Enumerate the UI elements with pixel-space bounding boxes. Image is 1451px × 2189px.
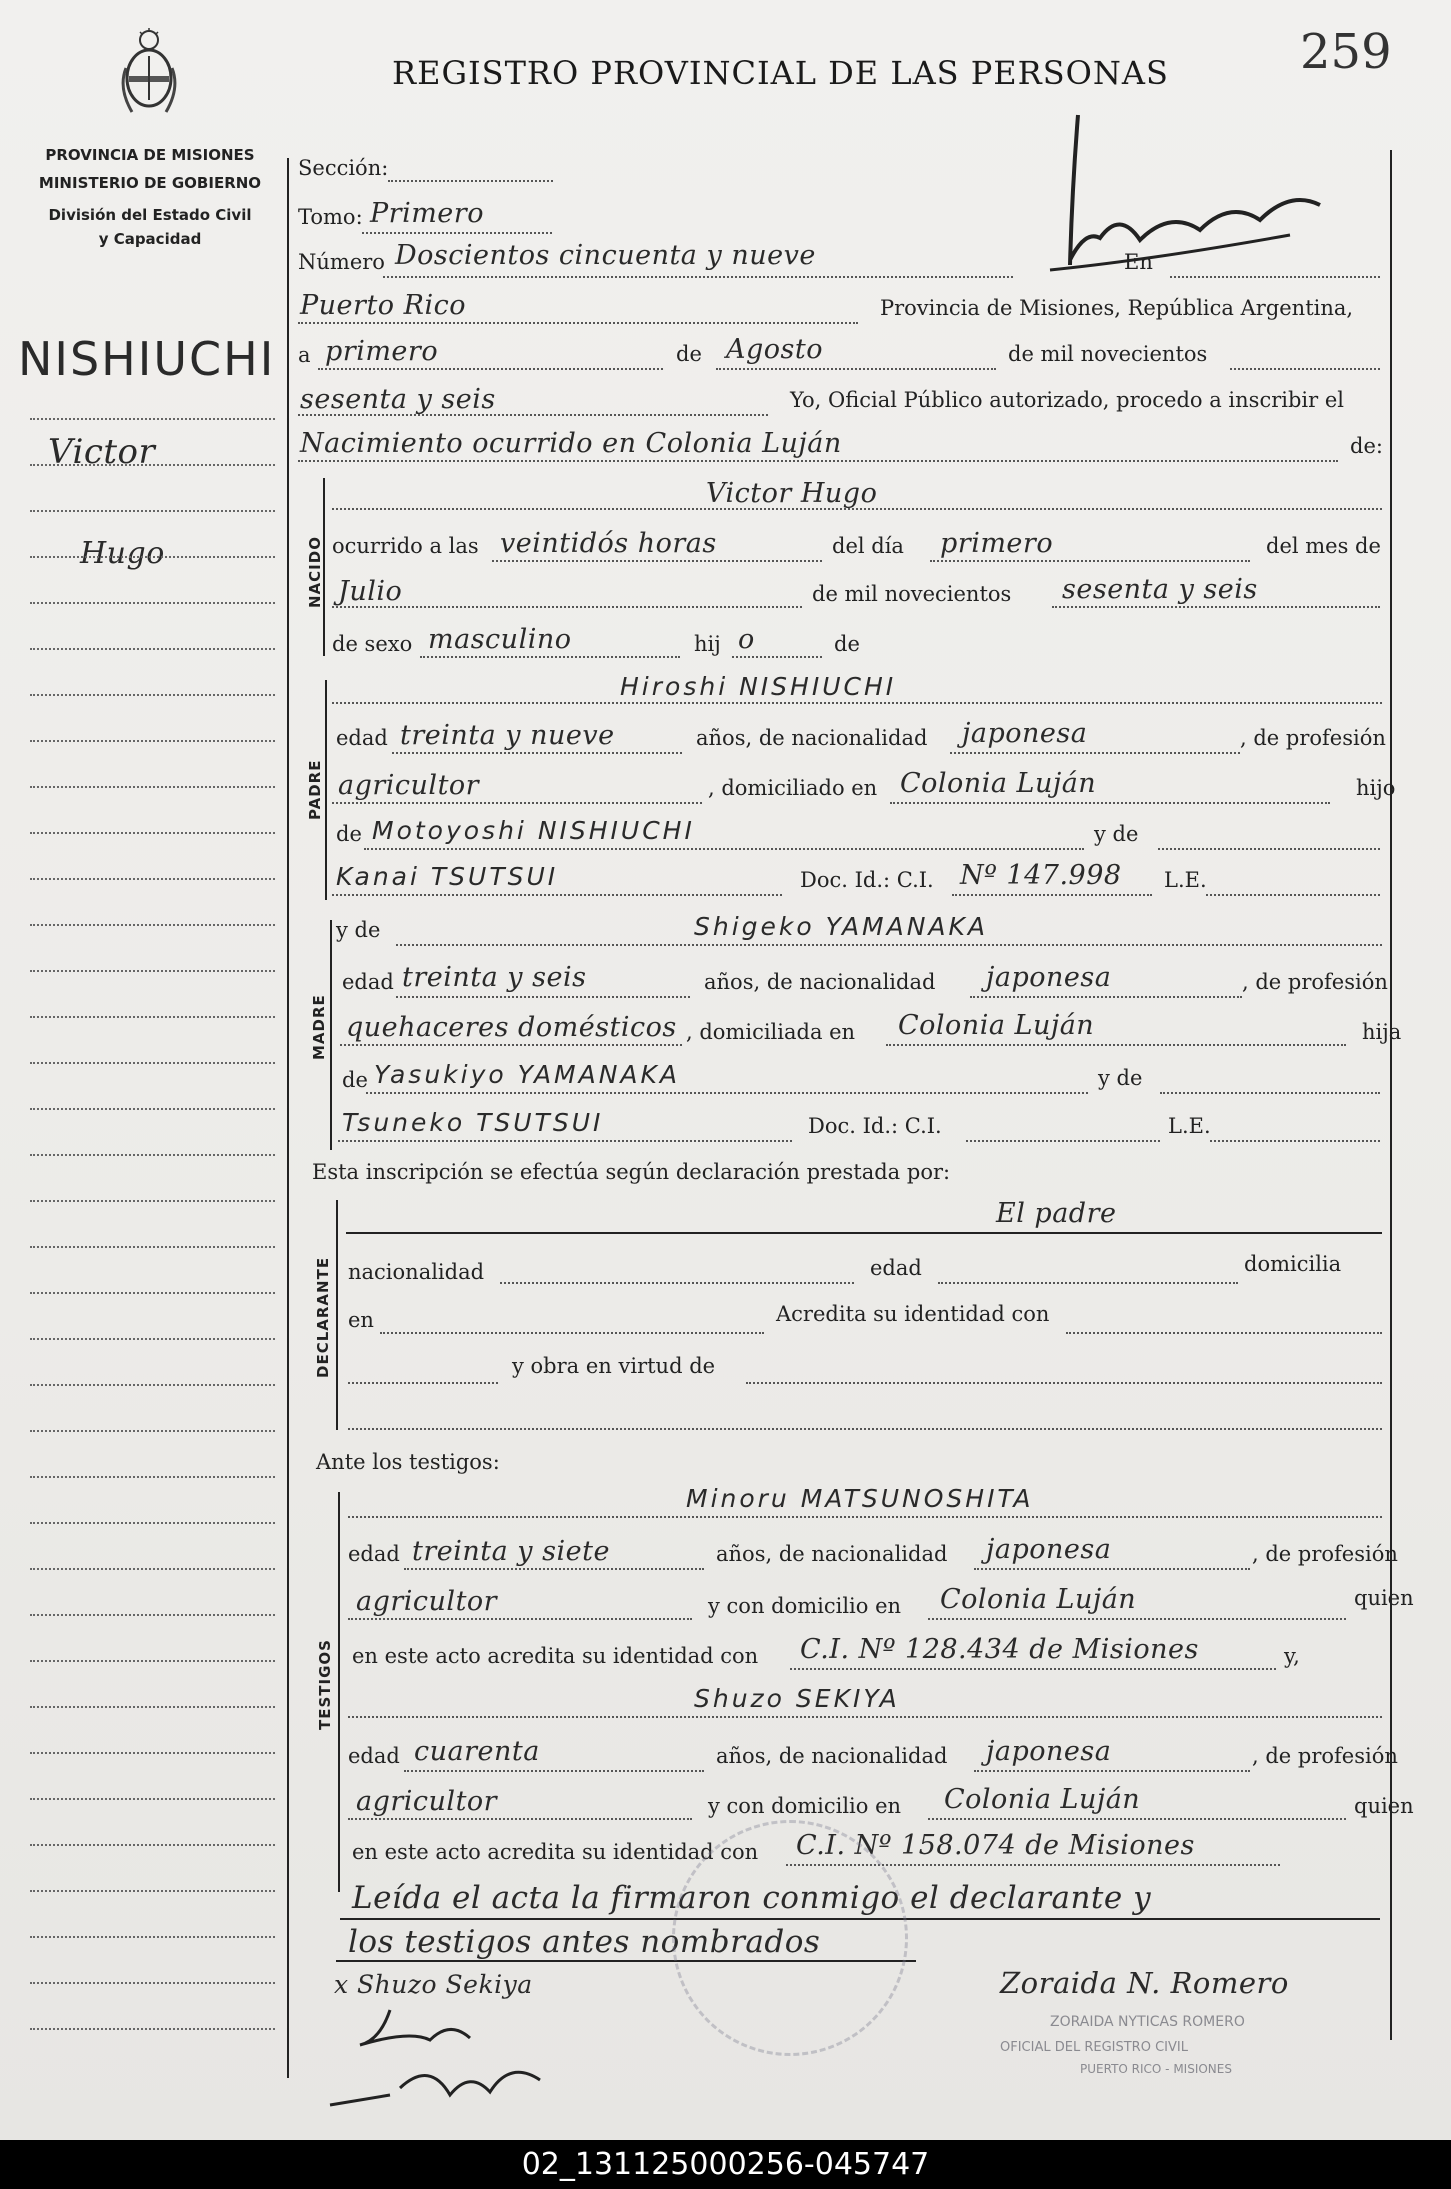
t2-domicilio-line: [928, 1818, 1346, 1820]
madre-hija-label: hija: [1362, 1020, 1402, 1044]
madre-name: Shigeko YAMANAKA: [694, 912, 989, 941]
madre-mother-line: [338, 1140, 792, 1142]
coat-of-arms-icon: [118, 28, 180, 118]
padre-edad-line: [392, 752, 682, 754]
closing-line-2: los testigos antes nombrados: [348, 1924, 821, 1960]
padre-anos-label: años, de nacionalidad: [696, 726, 928, 750]
madre-edad-line: [396, 996, 690, 998]
padre-mother-value: Kanai TSUTSUI: [336, 862, 559, 891]
padre-mother-line: [332, 894, 782, 896]
act-value: Nacimiento ocurrido en Colonia Luján: [300, 428, 842, 459]
t2-domicilio-label: y con domicilio en: [708, 1794, 902, 1818]
t1-nacionalidad-line: [974, 1568, 1250, 1570]
margin-line: [30, 2028, 275, 2030]
t1-y-label: y,: [1284, 1644, 1300, 1668]
t1-anos-label: años, de nacionalidad: [716, 1542, 948, 1566]
official-signature-name: Zoraida N. Romero: [1000, 1966, 1289, 2000]
madre-nacionalidad-value: japonesa: [986, 962, 1112, 993]
footer-code: 02_131125000256-045747: [0, 2140, 1451, 2189]
padre-doc-value: Nº 147.998: [960, 860, 1122, 891]
act-line: [298, 460, 1338, 462]
madre-profesion-value: quehaceres domésticos: [346, 1012, 677, 1043]
t1-domicilio-line: [928, 1618, 1346, 1620]
tomo-line: [362, 232, 552, 234]
del-mes-label: del mes de: [1266, 534, 1381, 558]
margin-line: [30, 1384, 275, 1386]
nacido-de-label: de: [834, 632, 860, 656]
margin-divider: [287, 158, 289, 2078]
t1-profesion-value: agricultor: [356, 1586, 498, 1617]
year-value: sesenta y seis: [300, 384, 496, 415]
margin-line: [30, 1154, 275, 1156]
padre-domicilio-value: Colonia Luján: [900, 768, 1097, 799]
madre-bar: [330, 920, 332, 1150]
official-text: Yo, Oficial Público autorizado, procedo a inscribir el: [790, 388, 1344, 412]
t2-edad-label: edad: [348, 1744, 400, 1768]
padre-domicilio-line: [890, 802, 1330, 804]
declarante-label: DECLARANTE: [314, 1256, 332, 1378]
t2-name-line: [348, 1716, 1382, 1718]
nacido-name-line: [332, 508, 1382, 510]
margin-line: [30, 970, 275, 972]
numero-value: Doscientos cincuenta y nueve: [395, 240, 816, 271]
round-seal-stamp: [672, 1820, 908, 2056]
hij-value: o: [738, 624, 755, 655]
padre-le-line: [1206, 894, 1380, 896]
a-label: a: [298, 343, 311, 367]
margin-line: [30, 602, 275, 604]
margin-line: [30, 1660, 275, 1662]
nacido-year-line: [1052, 606, 1380, 608]
madre-profesion-label: , de profesión: [1242, 970, 1388, 994]
declarante-value-line: [346, 1232, 1382, 1234]
margin-line: [30, 1476, 275, 1478]
t2-profesion-line: [348, 1818, 692, 1820]
madre-name-line: [396, 944, 1382, 946]
province-label: Provincia de Misiones, República Argentina,: [880, 296, 1354, 320]
stamp-line-1: ZORAIDA NYTICAS ROMERO: [1050, 2014, 1245, 2030]
tomo-label: Tomo:: [298, 205, 363, 229]
stamp-line-3: PUERTO RICO - MISIONES: [1080, 2062, 1232, 2076]
sexo-line: [420, 656, 680, 658]
madre-doc-label: Doc. Id.: C.I.: [808, 1114, 942, 1138]
de-label: de: [676, 342, 702, 366]
margin-line: [30, 1798, 275, 1800]
t1-quien-label: quien: [1354, 1586, 1414, 1610]
nacido-label: NACIDO: [306, 536, 324, 608]
margin-line: [30, 786, 275, 788]
madre-domicilio-line: [886, 1044, 1346, 1046]
t2-name: Shuzo SEKIYA: [694, 1684, 900, 1713]
t2-edad-value: cuarenta: [414, 1736, 540, 1767]
margin-line: [30, 1246, 275, 1248]
hij-line: [732, 656, 822, 658]
tomo-value: Primero: [370, 198, 484, 229]
margin-line: [30, 510, 275, 512]
madre-domiciliada-label: , domiciliada en: [686, 1020, 856, 1044]
sexo-label: de sexo: [332, 632, 413, 656]
t2-profesion-label: , de profesión: [1252, 1744, 1398, 1768]
madre-y-de2-line: [1160, 1092, 1380, 1094]
madre-doc-line: [966, 1140, 1160, 1142]
margin-line: [30, 1568, 275, 1570]
madre-label: MADRE: [310, 994, 328, 1060]
document-title: REGISTRO PROVINCIAL DE LAS PERSONAS: [392, 54, 1169, 92]
padre-name: Hiroshi NISHIUCHI: [620, 672, 897, 701]
margin-line: [30, 1706, 275, 1708]
margin-line: [30, 556, 275, 558]
madre-father-line: [366, 1092, 1088, 1094]
madre-le-label: L.E.: [1168, 1114, 1211, 1138]
hij-label: hij: [694, 632, 721, 656]
madre-edad-value: treinta y seis: [402, 962, 587, 993]
del-dia-label: del día: [832, 534, 904, 558]
declarante-intro: Esta inscripción se efectúa según declaración prestada por:: [312, 1160, 951, 1184]
mil-label: de mil novecientos: [1008, 342, 1208, 366]
day-value: primero: [325, 336, 439, 367]
t1-name: Minoru MATSUNOSHITA: [686, 1484, 1034, 1513]
stamp-line-2: OFICIAL DEL REGISTRO CIVIL: [1000, 2040, 1188, 2055]
t1-edad-label: edad: [348, 1542, 400, 1566]
margin-line: [30, 924, 275, 926]
declarante-obra-pre-line: [348, 1382, 498, 1384]
t2-edad-line: [404, 1770, 704, 1772]
testigos-bar: [338, 1492, 340, 1892]
nacido-year-label: de mil novecientos: [812, 582, 1012, 606]
de-colon: de:: [1350, 434, 1383, 458]
margin-line: [30, 464, 275, 466]
padre-de-label: de: [336, 822, 362, 846]
page-number: 259: [1300, 24, 1392, 80]
declarante-en-label: en: [348, 1308, 374, 1332]
padre-profesion-line: [332, 802, 702, 804]
month-value: Agosto: [726, 334, 823, 365]
t1-edad-line: [404, 1568, 704, 1570]
padre-label: PADRE: [306, 759, 324, 820]
madre-anos-label: años, de nacionalidad: [704, 970, 936, 994]
declarante-acredita-label: Acredita su identidad con: [776, 1302, 1050, 1326]
margin-line: [30, 648, 275, 650]
margin-line: [30, 1890, 275, 1892]
t2-anos-label: años, de nacionalidad: [716, 1744, 948, 1768]
padre-domiciliado-label: , domiciliado en: [708, 776, 878, 800]
declarante-domicilia-label: domicilia: [1244, 1252, 1342, 1276]
t1-nacionalidad-value: japonesa: [986, 1534, 1112, 1565]
seccion-line: [388, 180, 553, 182]
padre-profesion-label: , de profesión: [1240, 726, 1386, 750]
madre-y-de2-label: y de: [1098, 1066, 1143, 1090]
padre-doc-line: [952, 894, 1152, 896]
witness-signature-scribble-icon: [320, 2000, 580, 2120]
witness-signature: x Shuzo Sekiya: [334, 1970, 533, 1999]
declarante-en-line: [380, 1332, 764, 1334]
margin-line: [30, 1016, 275, 1018]
madre-nacionalidad-line: [970, 996, 1242, 998]
margin-surname: NISHIUCHI: [18, 332, 276, 386]
t2-domicilio-value: Colonia Luján: [944, 1784, 1141, 1815]
madre-domicilio-value: Colonia Luján: [898, 1010, 1095, 1041]
sexo-value: masculino: [428, 624, 572, 655]
padre-hijo-label: hijo: [1356, 776, 1396, 800]
margin-line: [30, 1522, 275, 1524]
madre-y-de-label: y de: [336, 918, 381, 942]
margin-line: [30, 418, 275, 420]
margin-name-1: Victor: [48, 432, 156, 472]
nacido-month-line: [332, 606, 802, 608]
closing-line-1: Leída el acta la firmaron conmigo el declarante y: [352, 1880, 1152, 1916]
seccion-label: Sección:: [298, 156, 389, 180]
margin-line: [30, 1338, 275, 1340]
madre-de-label: de: [342, 1068, 368, 1092]
ministry-header: MINISTERIO DE GOBIERNO: [38, 174, 262, 192]
mil-line: [1230, 368, 1380, 370]
numero-line: [383, 276, 1013, 278]
declarante-bar: [336, 1200, 338, 1430]
province-header: PROVINCIA DE MISIONES: [45, 146, 255, 164]
official-signature-icon: [1030, 110, 1350, 280]
t1-doc-value: C.I. Nº 128.434 de Misiones: [800, 1634, 1199, 1665]
margin-line: [30, 1430, 275, 1432]
margin-line: [30, 1936, 275, 1938]
padre-profesion-value: agricultor: [338, 770, 480, 801]
margin-line: [30, 694, 275, 696]
padre-father-value: Motoyoshi NISHIUCHI: [372, 816, 695, 845]
month-line: [716, 368, 996, 370]
padre-y-de-label: y de: [1094, 822, 1139, 846]
padre-nacionalidad-value: japonesa: [962, 718, 1088, 749]
padre-edad-label: edad: [336, 726, 388, 750]
margin-line: [30, 1108, 275, 1110]
t2-acredita-label: en este acto acredita su identidad con: [352, 1840, 759, 1864]
madre-edad-label: edad: [342, 970, 394, 994]
margin-line: [30, 1200, 275, 1202]
declarante-acredita-line: [1066, 1332, 1382, 1334]
margin-line: [30, 740, 275, 742]
ocurrido-label: ocurrido a las: [332, 534, 479, 558]
nacido-name: Victor Hugo: [706, 478, 878, 509]
numero-label: Número: [298, 250, 385, 274]
margin-line: [30, 1752, 275, 1754]
division-header-1: División del Estado Civil: [48, 206, 252, 224]
t1-doc-line: [790, 1668, 1276, 1670]
padre-father-line: [364, 848, 1084, 850]
madre-le-line: [1210, 1140, 1380, 1142]
t2-nacionalidad-line: [974, 1770, 1250, 1772]
padre-y-de-line: [1158, 848, 1380, 850]
t1-profesion-line: [348, 1618, 692, 1620]
padre-name-line: [332, 702, 1382, 704]
t2-doc-value: C.I. Nº 158.074 de Misiones: [796, 1830, 1195, 1861]
margin-line: [30, 878, 275, 880]
place-line: [298, 322, 858, 324]
t1-domicilio-value: Colonia Luján: [940, 1584, 1137, 1615]
padre-nacionalidad-line: [950, 752, 1240, 754]
margin-line: [30, 1844, 275, 1846]
t1-name-line: [348, 1516, 1382, 1518]
t1-profesion-label: , de profesión: [1252, 1542, 1398, 1566]
t1-acredita-label: en este acto acredita su identidad con: [352, 1644, 759, 1668]
nacido-month-value: Julio: [338, 576, 403, 607]
padre-doc-label: Doc. Id.: C.I.: [800, 868, 934, 892]
nacido-year-value: sesenta y seis: [1062, 574, 1258, 605]
madre-mother-value: Tsuneko TSUTSUI: [342, 1108, 604, 1137]
t2-nacionalidad-value: japonesa: [986, 1736, 1112, 1767]
margin-line: [30, 1982, 275, 1984]
testigos-intro: Ante los testigos:: [316, 1450, 500, 1474]
margin-line: [30, 832, 275, 834]
hour-line: [492, 560, 822, 562]
margin-line: [30, 1614, 275, 1616]
nacido-day-line: [930, 560, 1250, 562]
padre-edad-value: treinta y nueve: [400, 720, 615, 751]
year-line: [298, 414, 768, 416]
declarante-edad-label: edad: [870, 1256, 922, 1280]
declarante-obra-label: y obra en virtud de: [512, 1354, 716, 1378]
padre-bar: [325, 680, 327, 900]
hour-value: veintidós horas: [500, 528, 717, 559]
declarante-nacionalidad-line: [500, 1282, 854, 1284]
declarante-value: El padre: [996, 1198, 1117, 1229]
t1-edad-value: treinta y siete: [412, 1536, 610, 1567]
en-label: En: [1124, 250, 1153, 274]
padre-le-label: L.E.: [1164, 868, 1207, 892]
declarante-edad-line: [938, 1282, 1238, 1284]
margin-line: [30, 1292, 275, 1294]
declarante-obra-line: [746, 1382, 1382, 1384]
madre-profesion-line: [340, 1044, 682, 1046]
day-line: [318, 368, 663, 370]
declarante-extra-line: [348, 1428, 1382, 1430]
declarante-nacionalidad-label: nacionalidad: [348, 1260, 485, 1284]
madre-father-value: Yasukiyo YAMANAKA: [374, 1060, 681, 1089]
margin-line: [30, 1062, 275, 1064]
division-header-2: y Capacidad: [98, 230, 202, 248]
t2-quien-label: quien: [1354, 1794, 1414, 1818]
margin-name-2: Hugo: [80, 536, 165, 571]
testigos-label: TESTIGOS: [316, 1639, 334, 1730]
t1-domicilio-label: y con domicilio en: [708, 1594, 902, 1618]
nacido-day-value: primero: [940, 528, 1054, 559]
t2-profesion-value: agricultor: [356, 1786, 498, 1817]
place-value: Puerto Rico: [300, 290, 466, 321]
